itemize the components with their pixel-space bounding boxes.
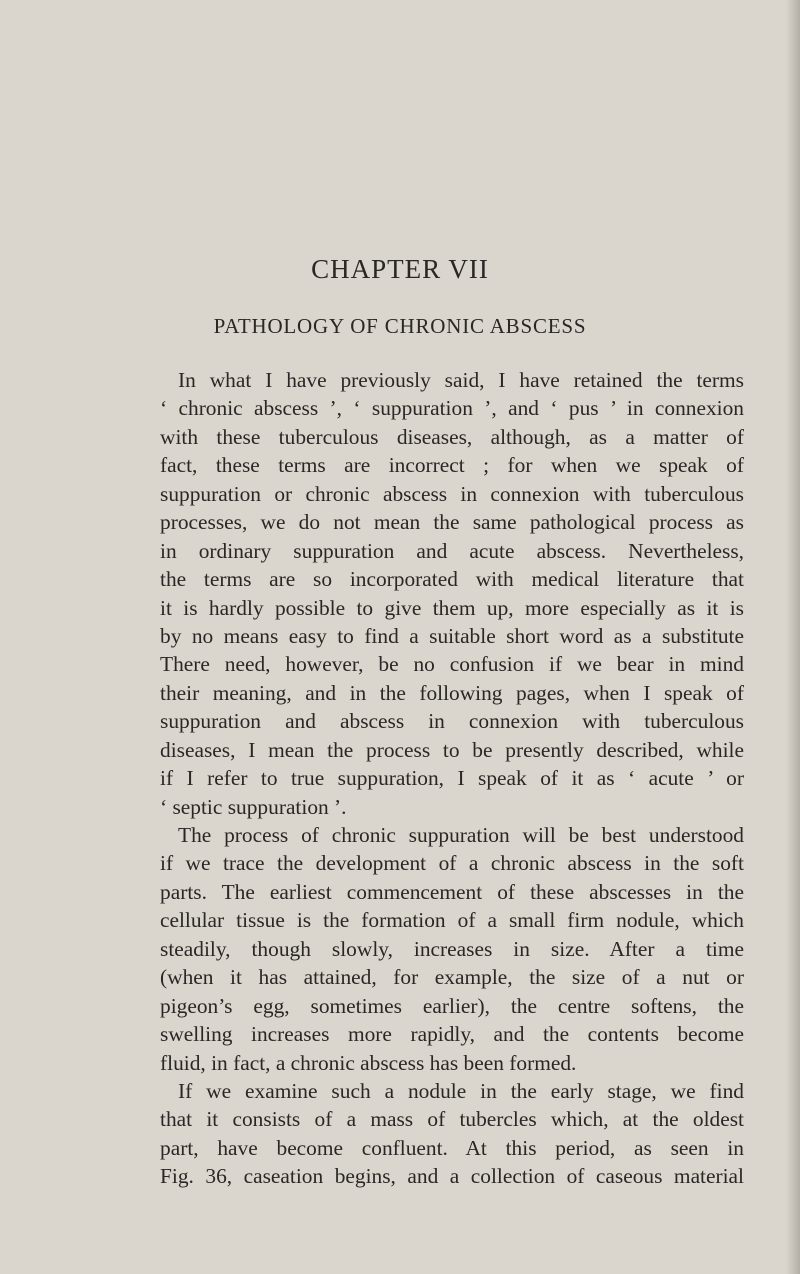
text-line: processes, we do not mean the same pathological process as — [160, 510, 744, 535]
chapter-subtitle: PATHOLOGY OF CHRONIC ABSCESS — [213, 314, 587, 338]
text-line: the terms are so incorporated with medical literature that — [160, 567, 744, 592]
text-line: in ordinary suppuration and acute abscess. Nevertheless, — [160, 538, 744, 563]
text-line: steadily, though slowly, increases in size. After a time — [160, 936, 744, 961]
text-line: suppuration or chronic abscess in connexion with tuberculous — [160, 481, 744, 506]
page-edge-shadow — [786, 0, 800, 1274]
text-line: their meaning, and in the following pages, when I speak of — [160, 680, 744, 705]
text-line: it is hardly possible to give them up, more especially as it is — [160, 595, 744, 620]
text-line: diseases, I mean the process to be presently described, while — [160, 737, 744, 762]
text-line: There need, however, be no confusion if we bear in mind — [160, 652, 744, 677]
text-line: that it consists of a mass of tubercles which, at the oldest — [160, 1107, 744, 1132]
text-line: Fig. 36, caseation begins, and a collection of caseous material — [160, 1164, 744, 1189]
text-line: parts. The earliest commencement of these abscesses in the — [160, 879, 744, 904]
text-line: ‘ chronic abscess ’, ‘ suppuration ’, and ‘ pus ’ in connexion — [160, 396, 744, 421]
text-line: fluid, in fact, a chronic abscess has been formed. — [160, 1050, 577, 1075]
text-line: with these tuberculous diseases, although, as a matter of — [160, 424, 744, 449]
text-line: cellular tissue is the formation of a small firm nodule, which — [160, 908, 744, 933]
text-line: if we trace the development of a chronic abscess in the soft — [160, 851, 744, 876]
text-line: part, have become confluent. At this period, as seen in — [160, 1135, 744, 1160]
text-line: pigeon’s egg, sometimes earlier), the centre softens, the — [160, 993, 744, 1018]
text-line: ‘ septic suppuration ’. — [160, 794, 347, 819]
text-line: by no means easy to find a suitable short word as a substitute — [160, 623, 744, 648]
text-line: In what I have previously said, I have retained the terms — [178, 368, 744, 392]
text-line: swelling increases more rapidly, and the contents become — [160, 1022, 744, 1047]
text-line: if I refer to true suppuration, I speak of it as ‘ acute ’ or — [160, 766, 744, 791]
text-line: suppuration and abscess in connexion with tuberculous — [160, 709, 744, 734]
text-line: If we examine such a nodule in the early stage, we find — [178, 1078, 744, 1103]
text-line: The process of chronic suppuration will be best understood — [178, 823, 744, 847]
text-line: (when it has attained, for example, the size of a nut or — [160, 965, 744, 990]
text-line: fact, these terms are incorrect ; for when we speak of — [160, 453, 744, 478]
body-text — [160, 366, 744, 1191]
chapter-title: CHAPTER VII — [311, 254, 489, 284]
